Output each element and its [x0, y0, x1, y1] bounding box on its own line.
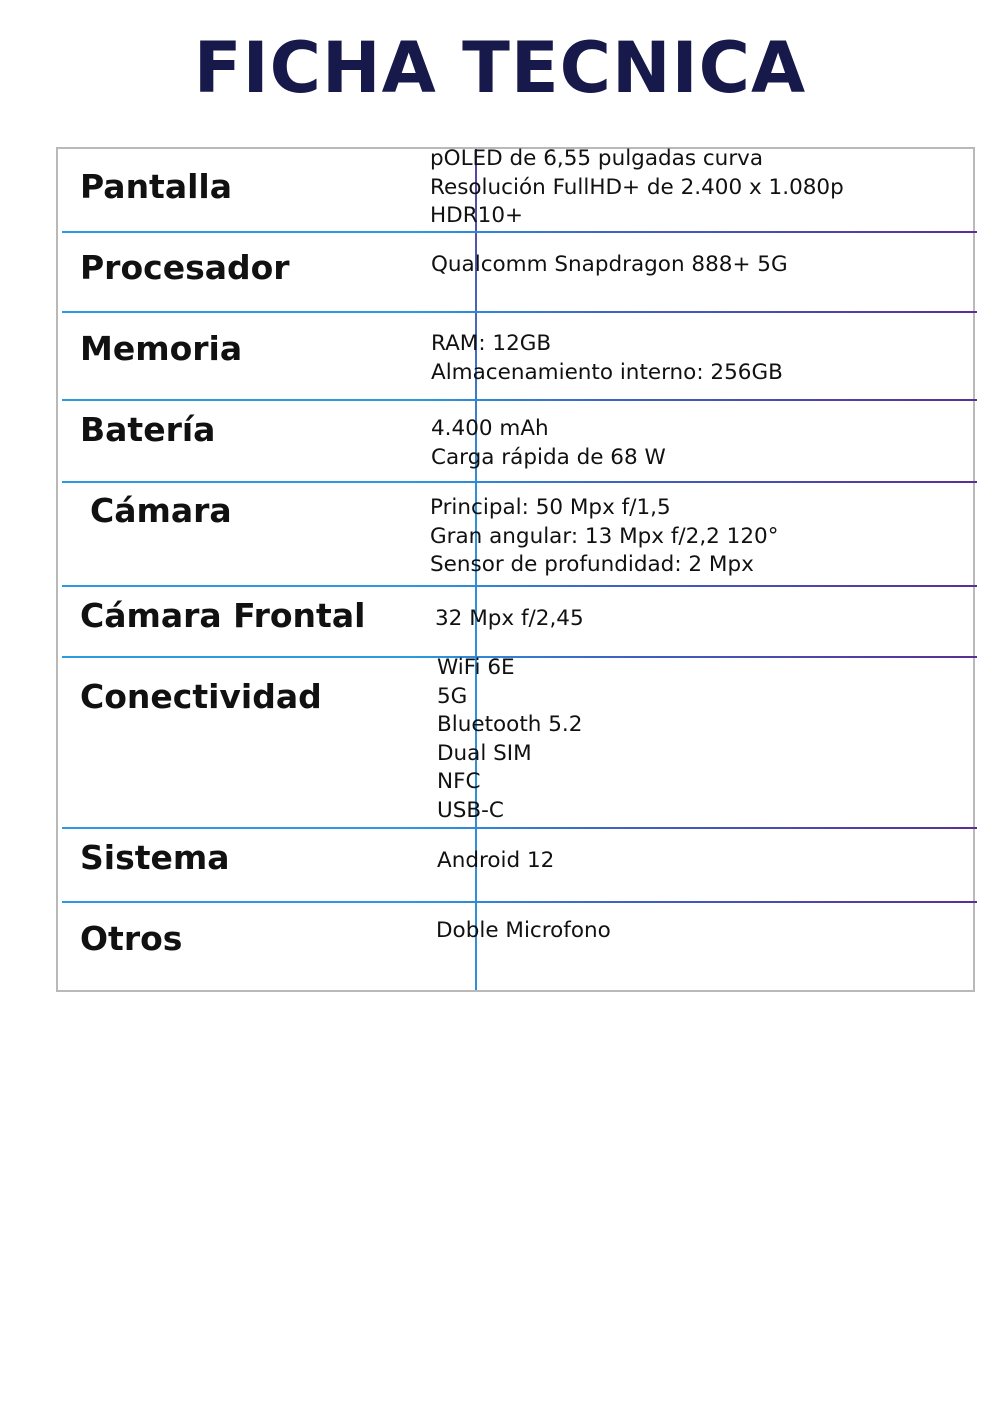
spec-value: [430, 145, 844, 231]
spec-value-line: 5G: [437, 683, 468, 709]
spec-value-line: Dual SIM: [437, 740, 532, 766]
row-divider: [62, 399, 977, 401]
spec-value-line: Bluetooth 5.2: [437, 712, 583, 737]
spec-value-line: NFC: [437, 769, 481, 794]
spec-value: [430, 494, 778, 580]
spec-label: Otros: [80, 919, 183, 958]
spec-value-line: Almacenamiento interno: 256GB: [431, 359, 783, 385]
spec-value-line: Carga rápida de 68 W: [431, 444, 666, 470]
spec-value-line: WiFi 6E: [437, 655, 515, 680]
spec-label: Conectividad: [80, 677, 322, 716]
spec-label: Batería: [80, 410, 216, 449]
spec-label: Cámara: [90, 491, 232, 530]
spec-value-line: Doble Microfono: [436, 918, 611, 943]
spec-value-line: Principal: 50 Mpx f/1,5: [430, 495, 671, 520]
spec-value-line: pOLED de 6,55 pulgadas curva: [430, 146, 764, 171]
row-divider: [62, 231, 977, 233]
spec-value: [431, 251, 788, 280]
spec-value-line: Gran angular: 13 Mpx f/2,2 120°: [430, 523, 779, 549]
spec-table: [56, 147, 975, 992]
spec-value-line: USB-C: [437, 797, 504, 823]
spec-value: [435, 605, 584, 634]
row-divider: [62, 585, 977, 587]
spec-value-line: Sensor de profundidad: 2 Mpx: [430, 552, 754, 577]
row-divider: [62, 481, 977, 483]
spec-value-line: HDR10+: [430, 203, 524, 228]
spec-value: [431, 415, 666, 472]
spec-value-line: Qualcomm Snapdragon 888+ 5G: [431, 252, 788, 277]
spec-value-line: 4.400 mAh: [431, 416, 549, 441]
spec-label: Pantalla: [80, 167, 232, 206]
row-divider: [62, 827, 977, 829]
spec-value-line: Resolución FullHD+ de 2.400 x 1.080p: [430, 174, 844, 200]
row-divider: [62, 901, 977, 903]
row-divider: [62, 311, 977, 313]
page-title: FICHA TECNICA: [193, 27, 807, 109]
spec-value: [437, 847, 554, 876]
spec-value-line: 32 Mpx f/2,45: [435, 606, 584, 631]
spec-label: Sistema: [80, 838, 230, 877]
spec-label: Memoria: [80, 329, 243, 368]
spec-value-line: Android 12: [437, 848, 555, 873]
spec-label: Procesador: [80, 248, 290, 287]
spec-label: Cámara Frontal: [80, 596, 366, 635]
spec-value: [431, 330, 783, 387]
spec-value-line: RAM: 12GB: [431, 331, 552, 356]
spec-value: [436, 917, 611, 946]
spec-value: [437, 654, 582, 825]
